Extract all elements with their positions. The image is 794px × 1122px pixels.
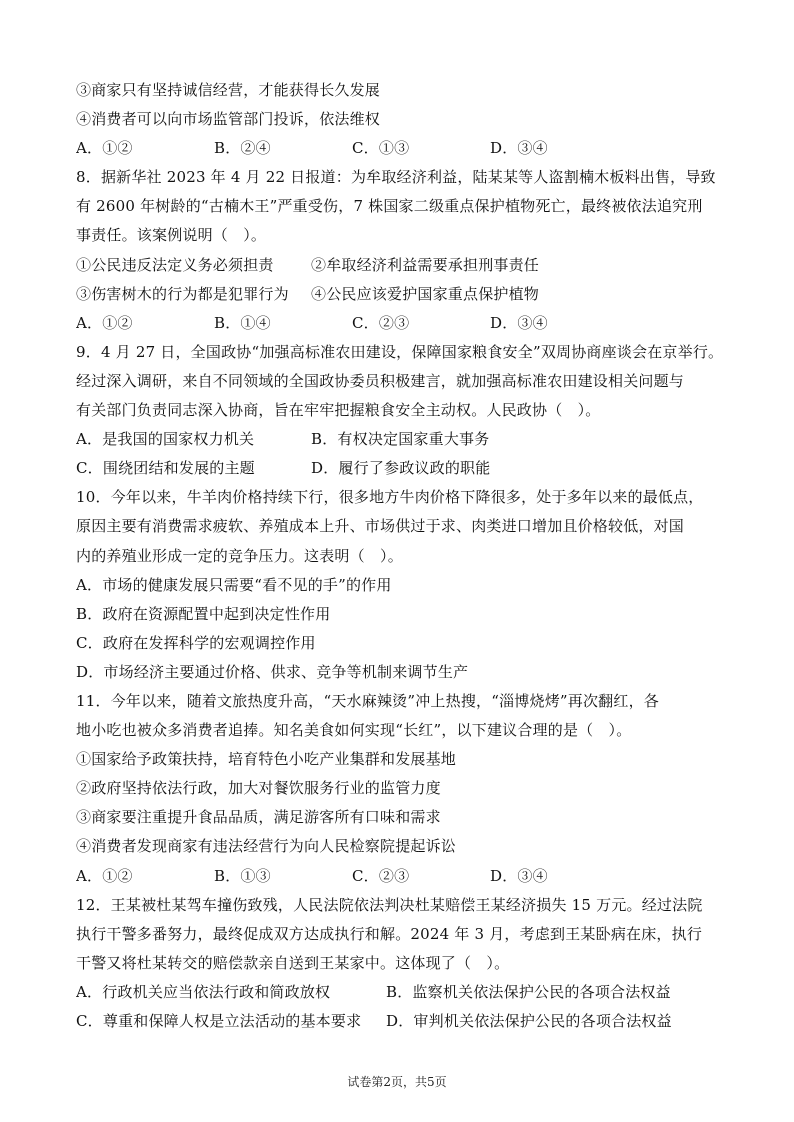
q12-option-d[interactable]: D．审判机关依法保护公民的各项合法权益 <box>386 1012 672 1030</box>
q9-option-c[interactable]: C．围绕团结和发展的主题 <box>76 459 255 478</box>
exam-content <box>76 76 736 1036</box>
q7-statement-4: ④消费者可以向市场监管部门投诉，依法维权 <box>76 110 381 129</box>
q11-statement-1: ①国家给予政策扶持，培育特色小吃产业集群和发展基地 <box>76 750 457 769</box>
q8-options <box>76 309 736 338</box>
q11-stem-line-2: 地小吃也被众多消费者追捧。知名美食如何实现“长红”，以下建议合理的是（ ）。 <box>76 721 632 740</box>
q9-option-b[interactable]: B．有权决定国家重大事务 <box>311 430 490 449</box>
q7-option-b[interactable]: B．②④ <box>214 139 271 158</box>
q12-option-c[interactable]: C．尊重和保障人权是立法活动的基本要求 <box>76 1012 362 1030</box>
q8-stem-line-3: 事责任。该案例说明（ ）。 <box>76 226 267 245</box>
q8-statement-3: ③伤害树木的行为都是犯罪行为 <box>76 284 289 303</box>
q12-stem-line-2: 执行干警多番努力，最终促成双方达成执行和解。2024 年 3 月，考虑到王某卧病在床，执行 <box>76 924 703 943</box>
q9-options-row-2 <box>76 454 736 483</box>
q9-option-a[interactable]: A．是我国的国家权力机关 <box>76 430 255 449</box>
q9-options-row-1 <box>76 425 736 454</box>
q8-statements-row-2 <box>76 280 736 309</box>
q10-stem-line-3: 内的养殖业形成一定的竞争压力。这表明（ ）。 <box>76 546 403 565</box>
q11-statement-4: ④消费者发现商家有违法经营行为向人民检察院提起诉讼 <box>76 837 457 856</box>
q8-statement-4: ④公民应该爱护国家重点保护植物 <box>311 284 540 303</box>
q12-option-b[interactable]: B．监察机关依法保护公民的各项合法权益 <box>386 982 671 1001</box>
q12-option-a[interactable]: A．行政机关应当依法行政和简政放权 <box>76 982 331 1001</box>
q10-option-a[interactable]: A．市场的健康发展只需要“看不见的手”的作用 <box>76 575 392 594</box>
q11-statement-2: ②政府坚持依法行政，加大对餐饮服务行业的监管力度 <box>76 779 441 798</box>
q8-option-b[interactable]: B．①④ <box>214 313 271 332</box>
q9-stem-line-1: 9．4 月 27 日，全国政协“加强高标准农田建设，保障国家粮食安全”双周协商座谈会在京举行。 <box>76 342 724 361</box>
page-footer: 试卷第2页，共5页 <box>347 1075 447 1089</box>
q10-stem-line-2: 原因主要有消费需求疲软、养殖成本上升、市场供过于求、肉类进口增加且价格较低，对国 <box>76 517 685 536</box>
q8-option-d[interactable]: D．③④ <box>490 313 548 332</box>
q11-option-d[interactable]: D．③④ <box>490 866 548 885</box>
q8-stem-line-2: 有 2600 年树龄的“古楠木王”严重受伤，7 株国家二级重点保护植物死亡，最终被依法追究刑 <box>76 197 703 216</box>
q7-option-a[interactable]: A．①② <box>76 139 133 158</box>
q9-option-d[interactable]: D．履行了参政议政的职能 <box>311 459 491 478</box>
q10-option-b[interactable]: B．政府在资源配置中起到决定性作用 <box>76 604 331 623</box>
q9-stem-line-2: 经过深入调研，来自不同领域的全国政协委员积极建言，就加强高标准农田建设相关问题与 <box>76 371 685 390</box>
q7-statement-3: ③商家只有坚持诚信经营，才能获得长久发展 <box>76 81 381 99</box>
q8-option-a[interactable]: A．①② <box>76 313 133 332</box>
q11-options <box>76 862 736 891</box>
q12-options-row-2 <box>76 1007 736 1036</box>
q11-stem-line-1: 11．今年以来，随着文旅热度升高，“天水麻辣烫”冲上热搜，“淄博烧烤”再次翻红，各 <box>76 691 659 710</box>
q10-option-d[interactable]: D．市场经济主要通过价格、供求、竞争等机制来调节生产 <box>76 662 469 681</box>
q11-option-b[interactable]: B．①③ <box>214 866 271 885</box>
q8-statement-1: ①公民违反法定义务必须担责 <box>76 255 274 274</box>
q11-option-a[interactable]: A．①② <box>76 866 133 885</box>
q7-option-c[interactable]: C．①③ <box>352 139 410 158</box>
q12-stem-line-1: 12．王某被杜某驾车撞伤致残，人民法院依法判决杜某赔偿王某经济损失 15 万元。经过法院 <box>76 895 703 914</box>
q12-stem-line-3: 干警又将杜某转交的赔偿款亲自送到王某家中。这体现了（ ）。 <box>76 953 510 972</box>
q8-statement-2: ②牟取经济利益需要承担刑事责任 <box>311 255 540 274</box>
q10-stem-line-1: 10．今年以来，牛羊肉价格持续下行，很多地方牛肉价格下降很多，处于多年以来的最低点， <box>76 488 704 507</box>
q9-stem-line-3: 有关部门负责同志深入协商，旨在牢牢把握粮食安全主动权。人民政协（ ）。 <box>76 401 601 420</box>
q12-options-row-1 <box>76 978 736 1007</box>
q7-options <box>76 134 736 163</box>
q8-option-c[interactable]: C．②③ <box>352 313 410 332</box>
q10-option-c[interactable]: C．政府在发挥科学的宏观调控作用 <box>76 633 316 652</box>
q11-option-c[interactable]: C．②③ <box>352 866 410 885</box>
q11-statement-3: ③商家要注重提升食品品质，满足游客所有口味和需求 <box>76 808 441 827</box>
q8-stem-line-1: 8．据新华社 2023 年 4 月 22 日报道：为牟取经济利益，陆某某等人盗割楠木板料出售，导致 <box>76 168 716 187</box>
q8-statements-row-1 <box>76 251 736 280</box>
q7-option-d[interactable]: D．③④ <box>490 139 548 158</box>
